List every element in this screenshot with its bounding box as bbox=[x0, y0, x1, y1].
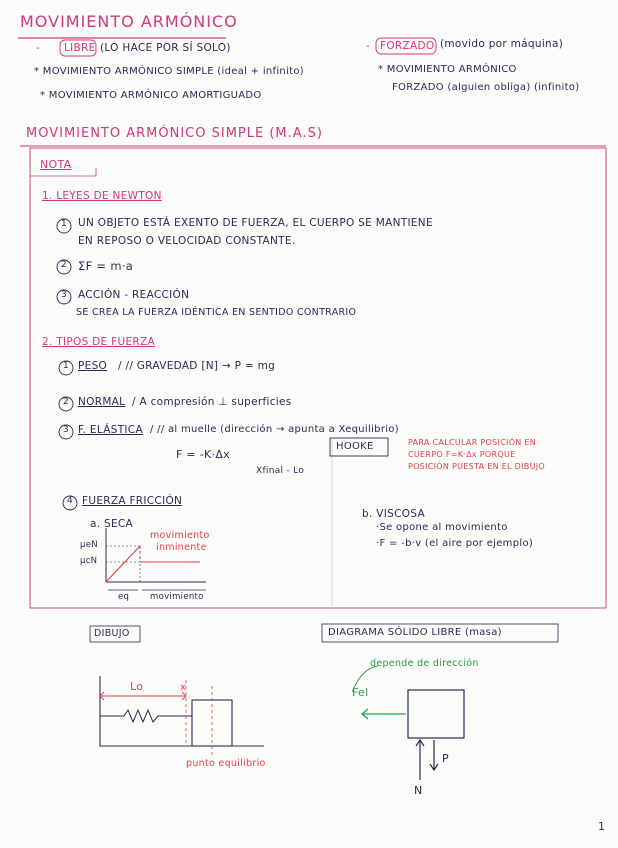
force1-number: 1 bbox=[63, 361, 70, 371]
forzado-note: (movido por máquina) bbox=[440, 38, 564, 50]
forzado-item-1: * MOVIMIENTO ARMÓNICO bbox=[378, 64, 517, 75]
viscosa-label: b. VISCOSA bbox=[362, 508, 425, 520]
mas-title: MOVIMIENTO ARMÓNICO SIMPLE (M.A.S) bbox=[26, 126, 323, 141]
depende-note: depende de dirección bbox=[370, 658, 479, 669]
normal-label: N bbox=[414, 784, 423, 797]
seca-inminente: inminente bbox=[156, 542, 207, 553]
lo-label: Lo bbox=[130, 680, 144, 693]
libre-item-1: * MOVIMIENTO ARMÓNICO SIMPLE (ideal + infinito) bbox=[34, 66, 304, 77]
libre-note: (LO HACE POR SÍ SOLO) bbox=[100, 42, 231, 54]
elastic-subscript: Xfinal - Lo bbox=[256, 466, 305, 476]
law2-formula: ΣF = m·a bbox=[78, 259, 134, 273]
law1-number: 1 bbox=[61, 219, 68, 229]
force3-label: F. ELÁSTICA bbox=[78, 424, 143, 436]
x-label: x bbox=[180, 682, 187, 693]
seca-x2: movimiento bbox=[150, 592, 204, 602]
fel-label: Fel bbox=[352, 686, 369, 699]
viscosa-line2: ·F = -b·v (el aire por ejemplo) bbox=[376, 538, 534, 549]
laws-heading: 1. LEYES DE NEWTON bbox=[42, 190, 162, 202]
dibujo-label: DIBUJO bbox=[94, 628, 130, 639]
law2-number: 2 bbox=[61, 260, 68, 270]
libre-label: LIBRE bbox=[64, 42, 96, 54]
page-number: 1 bbox=[598, 820, 606, 833]
forces-heading: 2. TIPOS DE FUERZA bbox=[42, 336, 155, 348]
hooke-note-2: CUERPO F=K·Δx PORQUE bbox=[408, 450, 516, 459]
force2-text: / A compresión ⊥ superficies bbox=[132, 396, 292, 408]
force3-text: / // al muelle (dirección → apunta a Xequilibrio) bbox=[150, 424, 399, 435]
weight-label: P bbox=[442, 752, 449, 765]
law3-line1: ACCIÓN - REACCIÓN bbox=[78, 289, 190, 301]
forzado-item-2: FORZADO (alguien obliga) (infinito) bbox=[392, 82, 580, 93]
seca-y2: μcN bbox=[80, 556, 98, 566]
law1-line2: EN REPOSO O VELOCIDAD CONSTANTE. bbox=[78, 235, 296, 247]
libre-item-2: * MOVIMIENTO ARMÓNICO AMORTIGUADO bbox=[40, 90, 262, 101]
force1-label: PESO bbox=[78, 360, 108, 372]
law3-line2: SE CREA LA FUERZA IDÉNTICA EN SENTIDO CONTRARIO bbox=[76, 307, 357, 318]
force4-label: FUERZA FRICCIÓN bbox=[82, 495, 183, 507]
force4-number: 4 bbox=[67, 496, 74, 506]
punto-equilibrio: punto equilibrio bbox=[186, 758, 266, 769]
seca-x1: eq bbox=[118, 592, 130, 602]
law1-line1: UN OBJETO ESTÁ EXENTO DE FUERZA, EL CUERPO SE MANTIENE bbox=[78, 217, 433, 229]
hooke-note-3: POSICIÓN PUESTA EN EL DIBUJO bbox=[408, 462, 545, 471]
law3-number: 3 bbox=[61, 290, 68, 300]
seca-label: a. SECA bbox=[90, 518, 134, 530]
seca-movimiento: movimiento bbox=[150, 530, 210, 541]
forzado-dash: - bbox=[366, 40, 371, 52]
elastic-formula: F = -K·Δx bbox=[176, 448, 230, 461]
force1-text: / // GRAVEDAD [N] → P = mg bbox=[118, 360, 276, 372]
hooke-label: HOOKE bbox=[336, 441, 374, 452]
seca-y1: μeN bbox=[80, 540, 98, 550]
force3-number: 3 bbox=[63, 425, 70, 435]
page-title: MOVIMIENTO ARMÓNICO bbox=[20, 12, 238, 31]
viscosa-line1: ·Se opone al movimiento bbox=[376, 522, 508, 533]
hooke-note-1: PARA CALCULAR POSICIÓN EN bbox=[408, 438, 537, 447]
dcl-label: DIAGRAMA SÓLIDO LIBRE (masa) bbox=[328, 627, 502, 638]
nota-label: NOTA bbox=[40, 158, 72, 171]
forzado-label: FORZADO bbox=[380, 40, 435, 52]
libre-dash: - bbox=[36, 42, 41, 54]
force2-number: 2 bbox=[63, 397, 70, 407]
force2-label: NORMAL bbox=[78, 396, 126, 408]
